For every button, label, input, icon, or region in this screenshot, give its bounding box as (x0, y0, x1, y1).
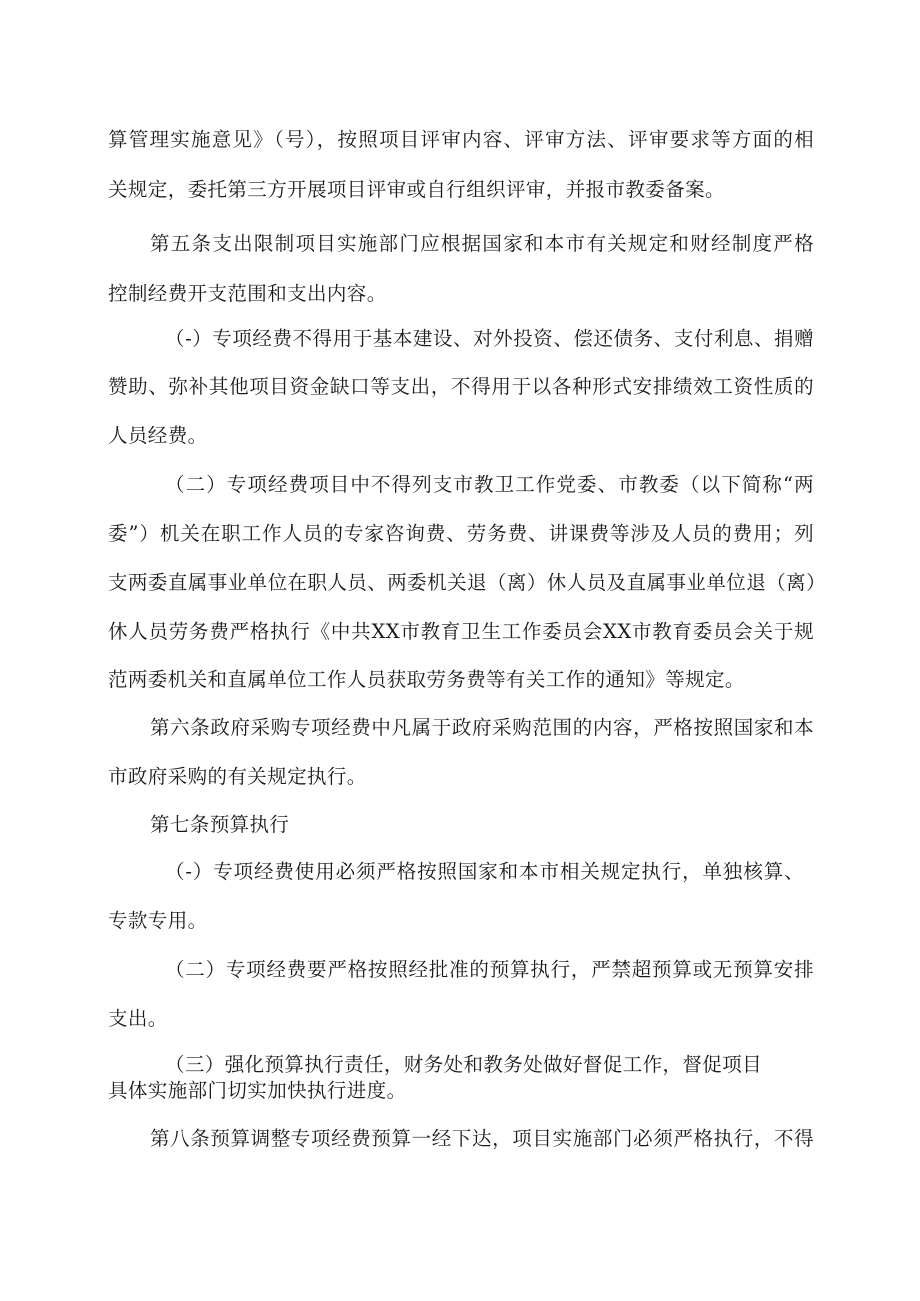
clause-2-line: （二）专项经费项目中不得列支市教卫工作党委、市教委（以下简称“两 (165, 473, 814, 496)
article-7-heading: 第七条预算执行 (150, 813, 290, 836)
clause-3-line: （三）强化预算执行责任，财务处和教务处做好督促工作，督促项目 (165, 1053, 763, 1076)
body-line: 委”）机关在职工作人员的专家咨询费、劳务费、讲课费等涉及人员的费用；列 (108, 522, 814, 545)
body-line: 控制经费开支范围和支出内容。 (108, 282, 387, 305)
body-line: 关规定，委托第三方开展项目评审或自行组织评审，并报市教委备案。 (108, 178, 725, 201)
body-line: 休人员劳务费严格执行《中共XX市教育卫生工作委员会XX市教育委员会关于规 (108, 620, 814, 643)
article-8-heading-line: 第八条预算调整专项经费预算一经下达，项目实施部门必须严格执行，不得 (150, 1127, 814, 1150)
body-line: 支两委直属事业单位在职人员、两委机关退（离）休人员及直属事业单位退（离） (108, 571, 826, 594)
clause-1-line: （-）专项经费不得用于基本建设、对外投资、偿还债务、支付利息、捐赠 (165, 327, 814, 350)
article-5-heading-line: 第五条支出限制项目实施部门应根据国家和本市有关规定和财经制度严格 (150, 232, 814, 255)
article-6-heading-line: 第六条政府采购专项经费中凡属于政府采购范围的内容，严格按照国家和本 (150, 716, 814, 739)
body-line: 算管理实施意见》（号），按照项目评审内容、评审方法、评审要求等方面的相 (108, 128, 814, 151)
body-line: 范两委机关和直属单位工作人员获取劳务费等有关工作的通知》等规定。 (108, 668, 745, 691)
body-line: 市政府采购的有关规定执行。 (108, 765, 367, 788)
body-line: 专款专用。 (108, 909, 208, 932)
clause-1-line: （-）专项经费使用必须严格按照国家和本市相关规定执行，单独核算、 (165, 860, 804, 883)
body-line: 赞助、弥补其他项目资金缺口等支出，不得用于以各种形式安排绩效工资性质的 (108, 375, 814, 398)
body-line: 具体实施部门切实加快执行进度。 (108, 1079, 407, 1102)
body-line: 支出。 (108, 1007, 168, 1030)
body-line: 人员经费。 (108, 424, 208, 447)
clause-2-line: （二）专项经费要严格按照经批准的预算执行，严禁超预算或无预算安排 (165, 958, 814, 981)
